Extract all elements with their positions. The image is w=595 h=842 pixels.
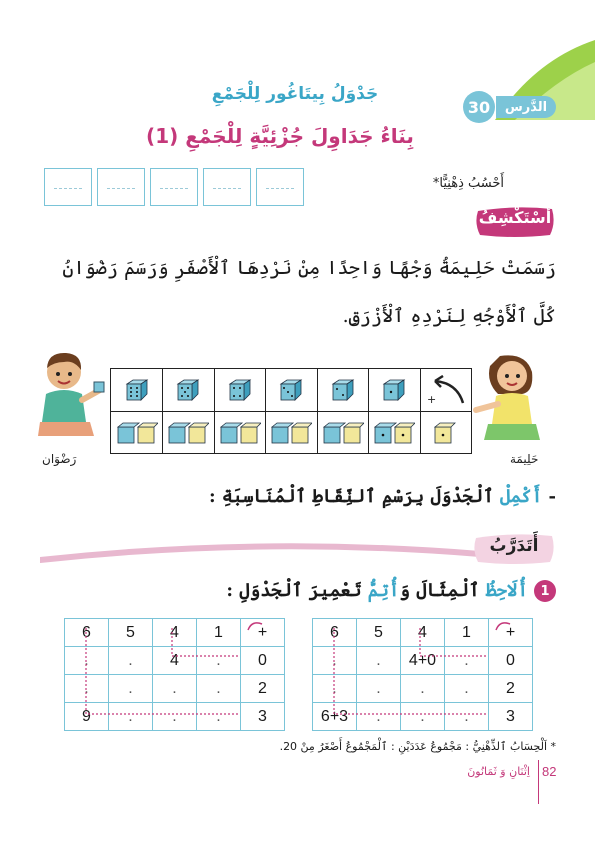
- table-cell[interactable]: .: [153, 703, 197, 731]
- table-cell: 5: [357, 619, 401, 647]
- mental-answer-box[interactable]: [203, 168, 251, 206]
- die-pair-two: [322, 421, 364, 445]
- table-cell[interactable]: .: [197, 703, 241, 731]
- page-title: جَدْوَلُ بِيتَاغُور لِلْجَمْعِ: [211, 84, 379, 104]
- table-cell[interactable]: 6+3: [313, 703, 357, 731]
- die-pair-five: [167, 421, 209, 445]
- question-verb-2: أُتِمُّ: [367, 580, 400, 601]
- table-row: [313, 703, 533, 731]
- die-pair-one: [373, 421, 415, 445]
- table-row: [313, 619, 533, 647]
- table-cell[interactable]: .: [65, 675, 109, 703]
- mental-answer-box[interactable]: [150, 168, 198, 206]
- table-cell: 6: [65, 619, 109, 647]
- page-number-words: اِثْنَانِ وَ ثَمَانُونَ: [467, 765, 530, 778]
- question-rest: تَعْمِيرَ ٱلْجَدْوَلِ :: [226, 580, 368, 601]
- question-mid: ٱلْمِثَالَ وَ: [399, 580, 486, 601]
- instruction-rest: ٱلْجَدْوَلَ بِرَسْمِ ٱلنِّقَاطِ ٱلْمُنَاسِبَةِ :: [208, 486, 501, 507]
- table-cell: 0: [241, 647, 285, 675]
- table-cell[interactable]: .: [313, 647, 357, 675]
- table-cell: 4: [153, 619, 197, 647]
- discover-heading: أَسْتَكْشِفُ: [478, 208, 552, 227]
- table-cell[interactable]: .: [445, 675, 489, 703]
- table-cell: 3: [489, 703, 533, 731]
- blue-die-six: [125, 378, 149, 402]
- mental-answer-box[interactable]: [97, 168, 145, 206]
- table-cell[interactable]: 4: [153, 647, 197, 675]
- table-cell: 2: [489, 675, 533, 703]
- die-pair-six: [116, 421, 158, 445]
- question-1: [40, 580, 556, 602]
- table-cell: 4: [401, 619, 445, 647]
- dice-table-divider: [265, 369, 266, 453]
- mental-calc-row: [44, 168, 504, 206]
- dice-table-divider: [368, 369, 369, 453]
- blue-die-four: [228, 378, 252, 402]
- table-cell[interactable]: .: [401, 675, 445, 703]
- blue-die-one: [382, 378, 406, 402]
- instruction-dash: -: [548, 486, 556, 507]
- table-cell[interactable]: 4+0: [401, 647, 445, 675]
- table-cell: 1: [445, 619, 489, 647]
- lesson-word: الدَّرس: [496, 96, 556, 118]
- die-pair-four: [219, 421, 261, 445]
- table-row: [313, 675, 533, 703]
- plus-sign: +: [427, 393, 437, 406]
- table-cell[interactable]: .: [109, 675, 153, 703]
- dice-table-divider: [317, 369, 318, 453]
- practice-heading: أَتَدَرَّبُ: [489, 536, 539, 556]
- table-cell: 5: [109, 619, 153, 647]
- mental-answer-box[interactable]: [44, 168, 92, 206]
- table-cell[interactable]: .: [109, 703, 153, 731]
- table-row: [313, 647, 533, 675]
- dice-table-divider: [214, 369, 215, 453]
- footnote: * اَلْحِسَابُ ٱلذِّهْنِيُّ : مَجْمُوعُ عَدَدَيْنِ : ٱلْمَجْمُوعُ أَصْغَرُ مِنْ 20.: [279, 740, 556, 753]
- lesson-number: 30: [463, 91, 495, 123]
- table-cell[interactable]: .: [445, 647, 489, 675]
- dice-table: [110, 368, 472, 454]
- table-cell[interactable]: .: [65, 647, 109, 675]
- blue-die-two: [331, 378, 355, 402]
- halima-name: حَلِيمَة: [510, 452, 539, 466]
- table-cell[interactable]: .: [357, 675, 401, 703]
- table-cell: 3: [241, 703, 285, 731]
- yellow-die-one: [433, 421, 457, 445]
- table-cell-operator: +: [489, 619, 533, 647]
- table-cell: 0: [489, 647, 533, 675]
- footer-divider: [538, 760, 539, 804]
- addition-table-right: [312, 618, 533, 731]
- table-row: [65, 703, 285, 731]
- instruction-verb: أَكْمِلْ: [500, 486, 543, 507]
- table-row: [65, 647, 285, 675]
- halima-illustration: [470, 352, 550, 448]
- table-cell[interactable]: .: [197, 647, 241, 675]
- dice-table-divider: [111, 411, 471, 412]
- table-cell[interactable]: .: [445, 703, 489, 731]
- table-cell: 2: [241, 675, 285, 703]
- addition-table-left: [64, 618, 285, 731]
- table-row: [65, 675, 285, 703]
- page-number: 82: [542, 764, 557, 779]
- dice-table-divider: [162, 369, 163, 453]
- table-cell: 6: [313, 619, 357, 647]
- table-cell[interactable]: 9: [65, 703, 109, 731]
- add-arrow-icon: [427, 375, 467, 407]
- table-cell[interactable]: .: [153, 675, 197, 703]
- table-cell[interactable]: .: [313, 675, 357, 703]
- page-subtitle: بِنَاءُ جَدَاوِلَ جُزْئِيَّةٍ لِلْجَمْعِ (1): [146, 124, 414, 148]
- section-divider-swoosh: [40, 540, 480, 566]
- ridwan-illustration: [34, 350, 116, 446]
- table-cell[interactable]: .: [197, 675, 241, 703]
- table-cell[interactable]: .: [109, 647, 153, 675]
- table-cell-operator: +: [241, 619, 285, 647]
- mental-answer-box[interactable]: [256, 168, 304, 206]
- table-cell: 1: [197, 619, 241, 647]
- table-row: [65, 619, 285, 647]
- table-cell[interactable]: .: [357, 647, 401, 675]
- blue-die-five: [176, 378, 200, 402]
- mental-calc-label: أَحْسُبُ ذِهْنِيًّا*: [432, 176, 504, 191]
- question-number: 1: [534, 580, 556, 602]
- ridwan-name: رَضْوَان: [42, 452, 77, 466]
- table-cell[interactable]: .: [357, 703, 401, 731]
- complete-instruction: [40, 486, 556, 507]
- die-pair-three: [270, 421, 312, 445]
- discover-paragraph: رَسَمَتْ حَلِيمَةُ وَجْهًا وَاحِدًا مِنْ نَرْدِهَا ٱلْأَصْفَرِ وَرَسَمَ رَضْوَانُ كُلَّ ٱلْأَوْجُهِ لِنَرْدِهِ ٱلْأَزْرَقِ.: [62, 257, 556, 327]
- table-cell[interactable]: .: [401, 703, 445, 731]
- blue-die-three: [279, 378, 303, 402]
- question-verb-1: أُلَاحِظُ: [485, 580, 528, 601]
- dice-table-divider: [420, 369, 421, 453]
